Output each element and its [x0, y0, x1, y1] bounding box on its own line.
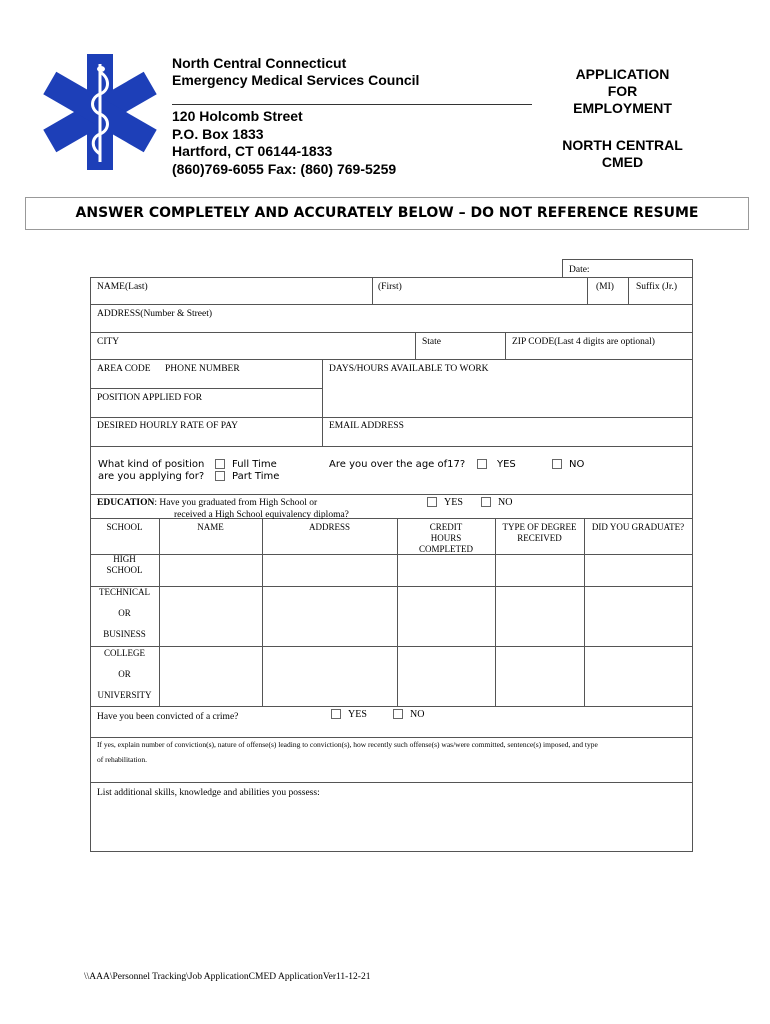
org-phone: (860)769-6055 Fax: (860) 769-5259	[172, 161, 397, 177]
education-question	[97, 497, 317, 509]
edu-row-college-1: COLLEGE	[104, 648, 145, 658]
doc-subtitle-2: CMED	[601, 154, 644, 170]
crime-question: Have you been convicted of a crime?	[97, 712, 239, 722]
age-yes-label: YES	[497, 459, 516, 470]
crime-yes-label: YES	[348, 709, 367, 720]
education-yes-checkbox[interactable]	[427, 497, 437, 507]
edu-header-degree-2: RECEIVED	[517, 533, 562, 543]
edu-row-technical-3: BUSINESS	[103, 629, 146, 639]
edu-row-college-3: UNIVERSITY	[97, 690, 152, 700]
edu-header-name: NAME	[197, 522, 224, 532]
days-hours-label: DAYS/HOURS AVAILABLE TO WORK	[329, 364, 489, 374]
doc-subtitle-1: NORTH CENTRAL	[562, 137, 683, 153]
full-time-label: Full Time	[232, 459, 277, 470]
education-question-line2: received a High School equivalency diploma?	[174, 510, 349, 520]
city-label: CITY	[97, 337, 120, 347]
edu-header-graduate: DID YOU GRADUATE?	[591, 522, 685, 532]
education-label: EDUCATION	[97, 498, 155, 508]
email-label: EMAIL ADDRESS	[329, 421, 404, 431]
crime-no-label: NO	[410, 709, 425, 720]
area-code-label: AREA CODE	[97, 364, 151, 374]
edu-header-degree-1: TYPE OF DEGREE	[502, 522, 577, 532]
age-question: Are you over the age of17?	[329, 459, 466, 470]
full-time-checkbox[interactable]	[215, 459, 225, 469]
edu-header-credit-2: HOURS	[430, 533, 462, 543]
age-yes-checkbox[interactable]	[477, 459, 487, 469]
edu-row-college-2: OR	[118, 669, 131, 679]
education-no-label: NO	[498, 497, 513, 508]
name-first-label: (First)	[378, 282, 402, 292]
org-city: Hartford, CT 06144-1833	[172, 143, 333, 159]
part-time-label: Part Time	[232, 471, 280, 482]
edu-row-technical-2: OR	[118, 608, 131, 618]
crime-explain-2: of rehabilitation.	[97, 755, 147, 764]
name-last-label: NAME(Last)	[97, 282, 148, 292]
part-time-checkbox[interactable]	[215, 471, 225, 481]
edu-header-address: ADDRESS	[308, 522, 350, 532]
edu-header-credit-1: CREDIT	[429, 522, 463, 532]
phone-label: PHONE NUMBER	[165, 364, 240, 374]
edu-row-high-school-1: HIGH	[113, 554, 136, 564]
age-no-label: NO	[569, 459, 585, 470]
education-question-line1: : Have you graduated from High School or	[154, 498, 318, 508]
age-no-checkbox[interactable]	[552, 459, 562, 469]
crime-no-checkbox[interactable]	[393, 709, 403, 719]
position-kind-question-2: are you applying for?	[98, 471, 205, 482]
org-name-line1: North Central Connecticut	[172, 55, 347, 71]
instruction-banner: ANSWER COMPLETELY AND ACCURATELY BELOW – DO NOT REFERENCE RESUME	[25, 197, 749, 230]
footer-path: \\AAA\Personnel Tracking\Job ApplicationCMED ApplicationVer11-12-21	[84, 972, 371, 982]
position-label: POSITION APPLIED FOR	[97, 393, 203, 403]
org-name-line2: Emergency Medical Services Council	[172, 72, 420, 88]
doc-title-1: APPLICATION	[575, 66, 670, 82]
pay-label: DESIRED HOURLY RATE OF PAY	[97, 421, 239, 431]
edu-row-high-school-2: SCHOOL	[106, 565, 143, 575]
name-mi-label: (MI)	[596, 282, 614, 292]
star-of-life-logo	[40, 47, 160, 177]
crime-yes-checkbox[interactable]	[331, 709, 341, 719]
org-street: 120 Holcomb Street	[172, 108, 303, 124]
education-yes-label: YES	[444, 497, 463, 508]
doc-title-3: EMPLOYMENT	[573, 100, 672, 116]
skills-label: List additional skills, knowledge and abilities you possess:	[97, 788, 320, 798]
edu-header-school: SCHOOL	[106, 522, 143, 532]
edu-row-technical-1: TECHNICAL	[99, 587, 150, 597]
doc-title-2: FOR	[607, 83, 638, 99]
edu-header-credit-3: COMPLETED	[419, 544, 473, 554]
address-label: ADDRESS(Number & Street)	[97, 309, 213, 319]
suffix-label: Suffix (Jr.)	[636, 282, 677, 292]
state-label: State	[422, 337, 441, 347]
org-po-box: P.O. Box 1833	[172, 126, 264, 142]
header-divider	[172, 104, 532, 105]
crime-explain-1: If yes, explain number of conviction(s), nature of offense(s) leading to conviction(s), how recently such offense(s) was/were committed, sentence(s) imposed, and type	[97, 740, 598, 749]
position-kind-question-1: What kind of position	[98, 459, 205, 470]
zip-label: ZIP CODE(Last 4 digits are optional)	[512, 337, 655, 347]
date-label: Date:	[569, 265, 590, 275]
education-no-checkbox[interactable]	[481, 497, 491, 507]
